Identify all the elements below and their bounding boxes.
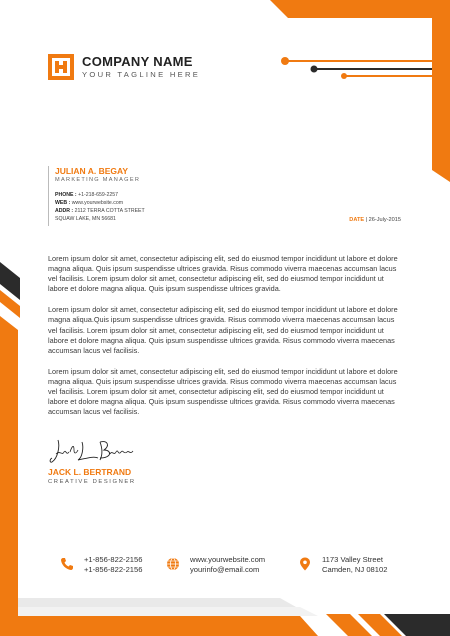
footer-web: [166, 555, 265, 575]
sender-title: MARKETING MANAGER: [55, 177, 141, 183]
footer-address-line1: 1173 Valley Street: [322, 555, 383, 564]
company-logo-icon: [48, 54, 74, 80]
circuit-lines-decoration: [278, 54, 438, 80]
company-name: COMPANY NAME: [82, 54, 193, 69]
handwritten-signature: [48, 436, 138, 466]
sender-address-line2: SQUAW LAKE, MN 56681: [55, 216, 116, 222]
phone-icon: [60, 557, 74, 571]
sender-contact-details: [55, 191, 225, 223]
footer-address-line2: Camden, NJ 08102: [322, 565, 388, 574]
footer-email: yourinfo@email.com: [190, 565, 260, 574]
letter-date: DATE | 26-July-2015: [349, 217, 401, 223]
globe-icon: [166, 557, 180, 571]
footer-phone-1: +1-856-822-2156: [84, 555, 143, 564]
footer-website: www.yourwebsite.com: [190, 555, 266, 564]
body-paragraph: Lorem ipsum dolor sit amet, consectetur adipiscing elit, sed do eiusmod tempor incididunt ut labore et dolore magna aliqua. Quis ipsum suspendisse ultrices gravida. Risus commodo viverra maecenas accumsan lacus vel facilisis. Lorem ipsum dolor sit amet, consectetur adipiscing elit, sed do eiusmod tempor incididunt ut labore et dolore magna aliqua. Quis ipsum suspendisse ultrices gravida.: [48, 254, 398, 294]
body-paragraph: Lorem ipsum dolor sit amet, consectetur adipiscing elit, sed do eiusmod tempor incididunt ut labore et dolore magna aliqua. Quis ipsum suspendisse ultrices gravida. Risus commodo viverra maecenas accumsan lacus vel facilisis. Lorem ipsum dolor sit amet, consectetur adipiscing elit, sed do eiusmod tempor incididunt ut labore et dolore magna aliqua. Quis ipsum suspendisse ultrices gravida. Risus commodo viverra maecenas accumsan lacus vel facilisis.: [48, 366, 398, 417]
signer-title: CREATIVE DESIGNER: [48, 479, 136, 485]
body-paragraph: Lorem ipsum dolor sit amet, consectetur adipiscing elit, sed do eiusmod tempor incididunt ut labore et dolore magna aliqua.Quis ipsum suspendisse ultrices gravida. Risus commodo viverra maecenas accumsan lacus vel facilisis. Lorem ipsum dolor sit amet, consectetur adipiscing elit, sed do eiusmod tempor incididunt ut labore et dolore magna aliqua. Quis ipsum suspendisse ultrices gravida. Risus commodo viverra maecenas accumsan lacus vel facilisis.: [48, 305, 398, 355]
sender-phone: PHONE : +1-218-659-2257: [55, 192, 119, 198]
location-pin-icon: [298, 557, 312, 571]
sender-web: WEB : www.yourwebsite.com: [55, 200, 124, 206]
sender-name: JULIAN A. BEGAY: [55, 166, 129, 176]
footer-phone: [60, 555, 142, 575]
sender-info-block: [48, 166, 225, 226]
footer-phone-2: +1-856-822-2156: [84, 565, 143, 574]
sender-address: ADDR : 2112 TERRA COTTA STREET: [55, 208, 145, 214]
footer-address: [298, 555, 387, 575]
company-tagline: YOUR TAGLINE HERE: [82, 70, 201, 79]
letter-body: [48, 254, 404, 428]
signer-name: JACK L. BERTRAND: [48, 467, 132, 477]
